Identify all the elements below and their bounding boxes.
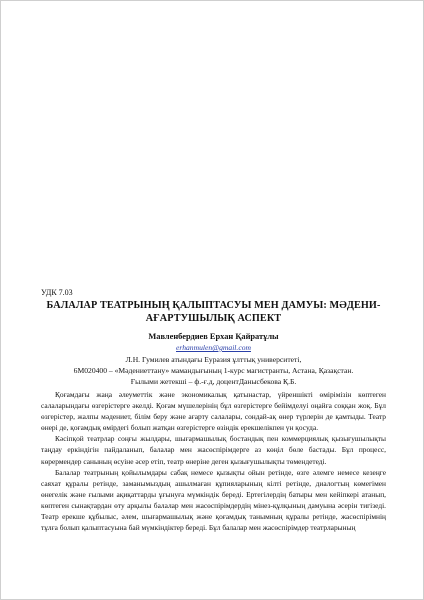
udc-code: УДК 7.03 <box>41 288 73 297</box>
body-text <box>41 389 386 533</box>
affiliation-line: 6M020400 – «Мәдениеттану» мамандығының 1-курс магистранты, Астана, Қазақстан. <box>73 366 354 375</box>
paper-title-line: БАЛАЛАР ТЕАТРЫНЫҢ ҚАЛЫПТАСУЫ МЕН ДАМУЫ: МӘДЕНИ- <box>46 300 381 311</box>
author-name: Мавленбердиев Ерхан Қайратұлы <box>148 332 279 341</box>
paper-title-line: АҒАРТУШЫЛЫҚ АСПЕКТ <box>145 313 282 324</box>
affiliation-line: Ғылыми жетекші – ф.-ғ.д, доцентДанысбекова Қ.Б. <box>130 377 297 386</box>
body-paragraph: Кәсіпқой театрлар соңғы жылдары, шығармашылық бостандық пен коммерциялық қызығушылықты таңдау еркіндігін пайдаланып, балалар мен жасөспірімдерге аз көңіл бөле бастады. Бұл процесс, көрермендер санының өсуіне әсер етіп, театр өнеріне деген қызығушылықты төмендетеді. <box>41 434 386 466</box>
affiliation-line: Л.Н. Гумилев атындағы Еуразия ұлттық университеті, <box>125 355 302 364</box>
body-paragraph: Қоғамдағы жаңа әлеуметтік және экономикалық қатынастар, үйреншікті өмірімізін көптеген салаларындағы өзгерістерге әкелді. Қоғам мүшелерінің бұл өзгерістерге бейімделуі оңайға соққан жоқ. Бұл өзгерістер, жалпы мәдениет, білім беру және ағарту салалары, сондай-ақ өнер түрлерін де қамтыды. Театр өнері де, қоғамдық өмірдегі болып жатқан өзгерістерге өзіндік ерекшелікпен үн қосуда. <box>41 390 386 433</box>
affiliation-block <box>41 354 386 387</box>
body-paragraph: Балалар театрының қойылымдары сабақ немесе қызықты ойын ретінде, өзге әлемге немесе кезеңге саяхат құралы ретінде, заманымыздың ашылмаған құпияларының кілті ретінде, диалогтың көмегімен өнегелік және ғылыми ақиқаттарды ұғынуға мүмкіндік береді. Ертегілердің батыры мен кейіпкері атанып, көптеген сынақтардан өту арқылы балалар мен жасөспірімдердің мінез-құлқының дамуына әсерін тигізеді. Театр ерекше құбылыс, әлем, шығармашылық және қоғамдық танымның құралы ретінде, жасөспірімнің тұлға болып қалыптасуына бай мүмкіндіктер береді. Бұл балалар мен жасөспірімдер театрларының <box>41 467 386 533</box>
author-email-link[interactable]: erhanmulen@gmail.com <box>176 343 251 352</box>
paper-title <box>41 299 386 325</box>
